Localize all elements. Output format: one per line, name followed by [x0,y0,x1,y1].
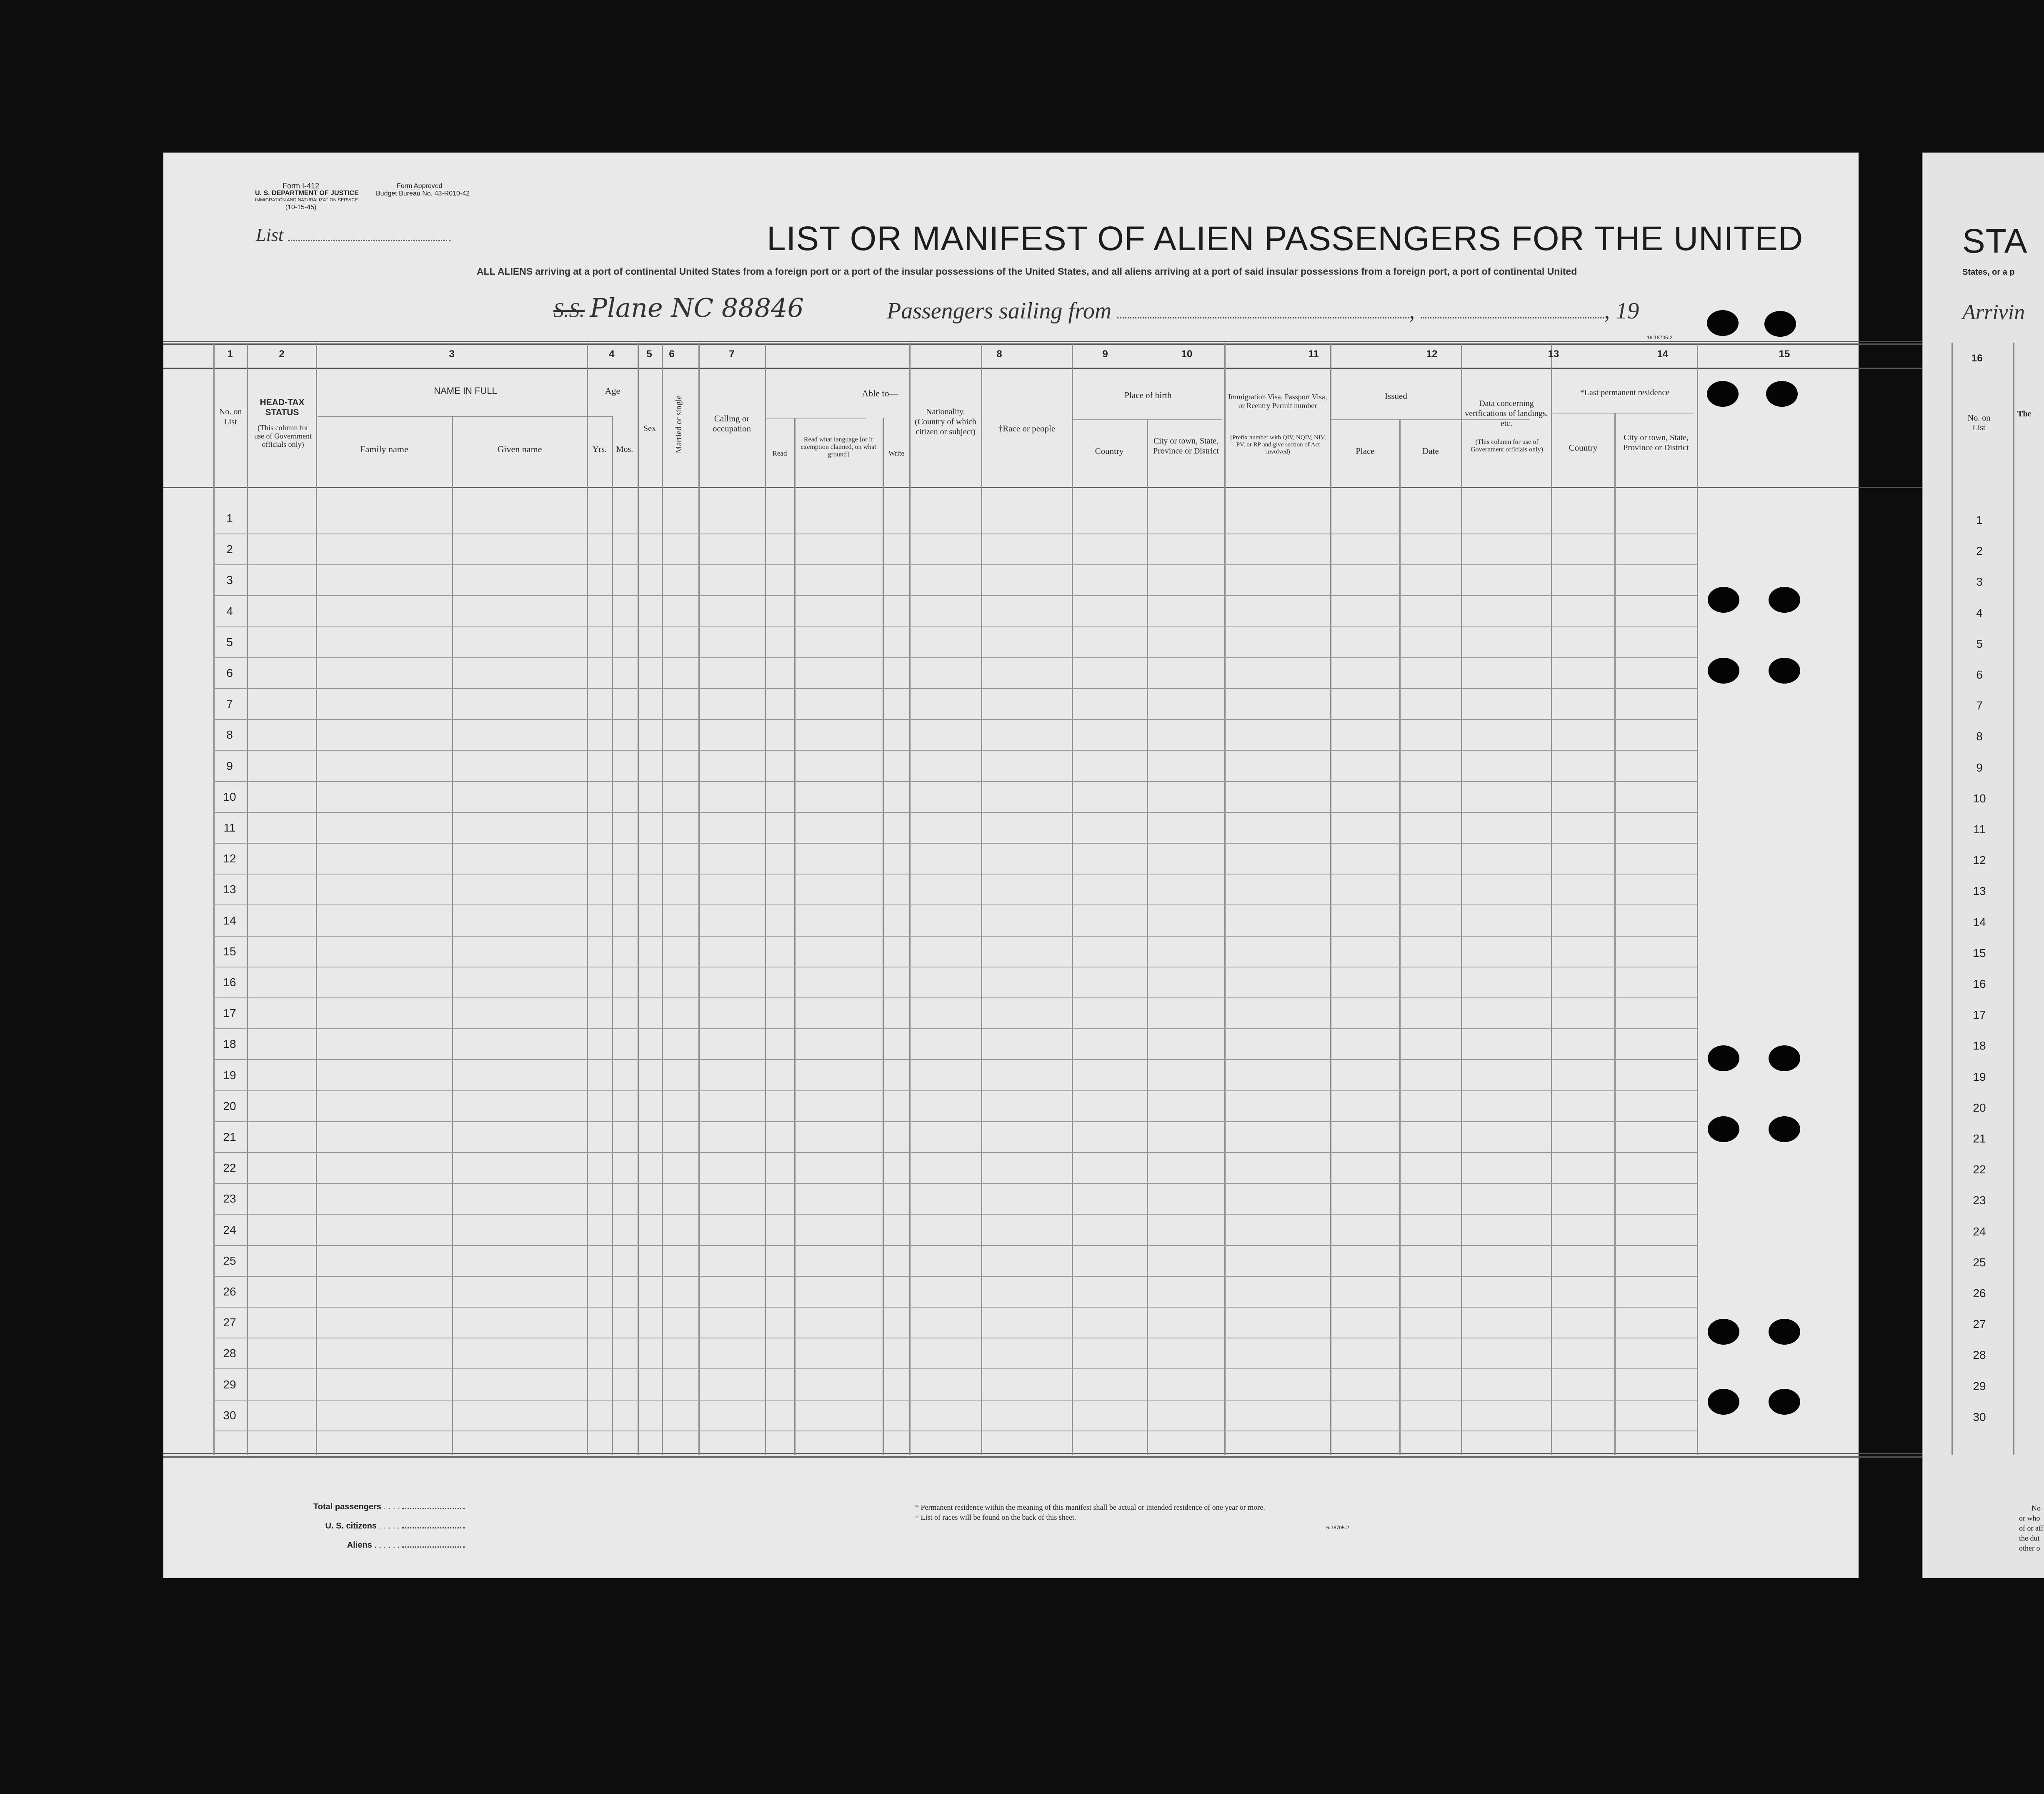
binding-hole [1707,310,1739,336]
footnote-residence: * Permanent residence within the meaning of this manifest shall be actual or intended residence of one year or more. [915,1503,1265,1511]
header-res-city: City or town, State, Province or District [1623,433,1689,452]
next-page-row-number: 29 [1973,1379,1986,1393]
next-page-row-number: 22 [1973,1163,1986,1176]
us-citizens-row: U. S. citizens . . . . . [313,1516,465,1536]
row-number: 16 [223,976,236,989]
footnote-races: † List of races will be found on the back of this sheet. [915,1513,1076,1521]
header-married: Married or single [674,395,683,454]
row-number: 14 [223,914,236,927]
row-number: 24 [223,1223,236,1236]
binding-hole [1769,1319,1800,1345]
header-age: Age [605,386,620,396]
header-place: Place [1356,446,1375,456]
col-number-13: 13 [1548,348,1559,360]
row-number: 11 [223,821,236,834]
row-line [213,1400,1697,1401]
next-page-arriving: Arrivin [1962,301,2025,324]
next-page-row-number: 28 [1973,1348,1986,1362]
row-number: 5 [226,635,233,649]
binding-hole [1766,381,1798,407]
next-page-row-number: 30 [1973,1410,1986,1423]
row-number: 1 [226,512,233,525]
binding-hole [1708,1116,1739,1142]
header-visa-note: (Prefix number with QIV, NQIV, NIV, PV, or RP and give section of Act involved) [1230,434,1326,455]
row-line [213,843,1697,844]
next-page-row-number: 17 [1973,1008,1986,1022]
header-nationality: Nationality. (Country of which citizen or subject) [915,407,976,436]
row-number: 3 [226,574,233,587]
row-line [213,750,1697,751]
row-line [213,626,1697,627]
totals-block [313,1497,465,1555]
footnote-code: 16-18705-2 [1323,1525,1349,1531]
next-page-row-number: 16 [1973,977,1986,990]
next-page-col-16: 16 [1971,353,1983,364]
row-number: 10 [223,790,236,803]
row-number: 20 [223,1099,236,1112]
row-line [213,595,1697,596]
row-number: 8 [226,728,233,742]
next-page-subtitle: States, or a p [1962,268,2015,277]
row-line [213,688,1697,689]
form-date: (10-15-45) [285,204,317,211]
row-number: 19 [223,1068,236,1082]
row-line [213,1183,1697,1184]
header-head-tax-note: (This column for use of Government officials only) [254,423,312,448]
binding-hole [1764,311,1796,337]
row-number: 27 [223,1316,236,1329]
row-line [213,719,1697,720]
next-page-notes: No or who of or aff the dut other o [2019,1504,2044,1552]
ss-entry: Plane NC 88846 [590,293,804,323]
aliens-row: Aliens . . . . . . [313,1536,465,1555]
col-number-7: 7 [729,348,735,360]
next-page-row-number: 14 [1973,915,1986,929]
department: U. S. DEPARTMENT OF JUSTICE [255,190,359,197]
form-approved: Form Approved [397,183,443,190]
header-place-of-birth: Place of birth [1124,390,1172,400]
form-number: Form I-412 [282,182,320,190]
row-number: 23 [223,1192,236,1205]
next-page-row-number: 21 [1973,1132,1986,1145]
row-line [213,1276,1697,1277]
manifest-subtitle: ALL ALIENS arriving at a port of continental United States from a foreign port or a port of the insular possessions of the United States, and all aliens arriving at a port of said insular possessions from a foreign port, a port of continental United [477,266,1577,277]
row-line [213,1090,1697,1091]
binding-hole [1708,587,1739,613]
next-page-row-number: 24 [1973,1225,1986,1238]
row-number: 6 [226,666,233,679]
next-page-row-number: 18 [1973,1039,1986,1052]
next-page-row-number: 25 [1973,1255,1986,1269]
header-mos: Mos. [616,445,633,454]
binding-hole [1708,1319,1739,1345]
row-line [213,1059,1697,1060]
next-page-row-number: 4 [1976,606,1983,619]
col-number-12: 12 [1426,348,1438,360]
binding-hole [1708,1389,1739,1415]
print-code: 16-18705-2 [1647,335,1673,341]
row-number: 21 [223,1130,236,1143]
col-number-8: 8 [996,348,1002,360]
row-line [213,1214,1697,1215]
binding-hole [1707,381,1739,407]
header-able-to: Able to— [862,388,898,398]
header-race: †Race or people [998,423,1056,433]
header-yrs: Yrs. [593,445,607,454]
header-res-country: Country [1569,443,1598,453]
header-issued: Issued [1385,391,1407,401]
header-visa: Immigration Visa, Passport Visa, or Reentry Permit number [1228,393,1327,410]
binding-hole [1769,1389,1800,1415]
col-number-9: 9 [1102,348,1108,360]
row-line [213,1152,1697,1153]
row-line [213,781,1697,782]
row-number: 25 [223,1254,236,1267]
col-number-14: 14 [1657,348,1669,360]
row-number: 22 [223,1161,236,1175]
binding-hole [1769,658,1800,684]
row-number: 13 [223,883,236,896]
aliens-label: Aliens [347,1541,372,1550]
row-line [213,1121,1697,1122]
col-number-6: 6 [669,348,675,360]
row-number: 17 [223,1007,236,1020]
header-write: Write [888,449,905,457]
row-line [213,1028,1697,1029]
next-page-row-number: 10 [1973,792,1986,805]
row-number: 18 [223,1037,236,1051]
header-residence: *Last permanent residence [1580,388,1670,397]
next-page-fragment [1922,153,2044,1578]
row-number: 7 [226,697,233,711]
header-date: Date [1422,446,1439,456]
vessel-line [553,293,804,323]
next-page-row-number: 7 [1976,699,1983,712]
sailing-from: Passengers sailing from , , 19 [887,298,1639,324]
next-page-row-number: 6 [1976,668,1983,681]
list-label: List [256,224,450,246]
row-line [213,1307,1697,1308]
col-number-3: 3 [449,348,455,360]
header-family-name: Family name [360,444,408,454]
next-page-row-number: 23 [1973,1194,1986,1207]
next-page-row-number: 2 [1976,544,1983,558]
next-page-title: STA [1962,222,2028,260]
next-page-row-number: 20 [1973,1101,1986,1114]
col-number-5: 5 [646,348,652,360]
header-name-in-full: NAME IN FULL [434,386,497,396]
service: IMMIGRATION AND NATURALIZATION SERVICE [255,198,358,203]
binding-hole [1769,1116,1800,1142]
next-page-row-number: 9 [1976,761,1983,774]
next-page-row-number: 5 [1976,637,1983,650]
row-line [213,936,1697,937]
ss-label: S.S. [553,298,585,321]
row-number: 29 [223,1378,236,1391]
next-page-row-number: 12 [1973,854,1986,867]
col-number-11: 11 [1308,348,1319,360]
row-number: 4 [226,604,233,618]
row-number: 28 [223,1347,236,1360]
budget-number: Budget Bureau No. 43-R010-42 [376,190,470,197]
budget-block [376,183,470,198]
next-page-row-number: 8 [1976,730,1983,743]
row-number: 30 [223,1408,236,1422]
total-passengers-row: Total passengers . . . . [313,1497,465,1516]
form-id-block [255,182,359,211]
row-line [213,997,1697,998]
row-line [213,812,1697,813]
row-number: 15 [223,945,236,958]
binding-hole [1708,1045,1739,1071]
manifest-title: LIST OR MANIFEST OF ALIEN PASSENGERS FOR THE UNITED [767,220,1804,258]
binding-hole [1769,1045,1800,1071]
row-number: 12 [223,852,236,865]
col-number-1: 1 [227,348,233,360]
header-landing-note: (This column for use of Government officials only) [1471,438,1543,453]
next-page-row-number: 15 [1973,946,1986,960]
header-head-tax: HEAD-TAX STATUS [260,398,305,417]
header-calling: Calling or occupation [712,413,751,433]
next-page-side-text: The [2017,409,2031,418]
binding-hole [1769,587,1800,613]
col-number-2: 2 [279,348,285,360]
col-number-15: 15 [1779,348,1790,360]
row-number: 9 [226,759,233,772]
row-line [213,1245,1697,1246]
header-read-language: Read what language [or if exemption claimed, on what ground] [801,436,876,458]
next-page-row-number: 26 [1973,1287,1986,1300]
col-number-10: 10 [1181,348,1193,360]
next-page-no-on-list: No. on List [1967,413,1991,432]
binding-hole [1708,658,1739,684]
next-page-row-number: 3 [1976,575,1983,589]
header-country: Country [1095,446,1124,456]
us-citizens-label: U. S. citizens [325,1521,377,1531]
header-read: Read [772,449,787,457]
next-page-row-number: 11 [1973,823,1986,836]
next-page-row-number: 27 [1973,1318,1986,1331]
total-passengers-label: Total passengers [313,1502,382,1511]
row-number: 2 [226,543,233,556]
header-landing: Data concerning verifications of landings, etc. [1465,399,1548,428]
header-sex: Sex [643,424,656,433]
col-number-4: 4 [609,348,615,360]
next-page-row-number: 1 [1976,514,1983,526]
row-line [213,1368,1697,1369]
row-number: 26 [223,1285,236,1298]
row-line [213,657,1697,658]
header-city-birth: City or town, State, Province or District [1153,436,1219,456]
next-page-row-number: 19 [1973,1070,1986,1083]
next-page-row-number: 13 [1973,884,1986,898]
header-given-name: Given name [497,444,542,454]
row-line [213,564,1697,565]
header-no-on-list: No. on List [219,407,242,426]
manifest-sheet [163,153,2044,1578]
